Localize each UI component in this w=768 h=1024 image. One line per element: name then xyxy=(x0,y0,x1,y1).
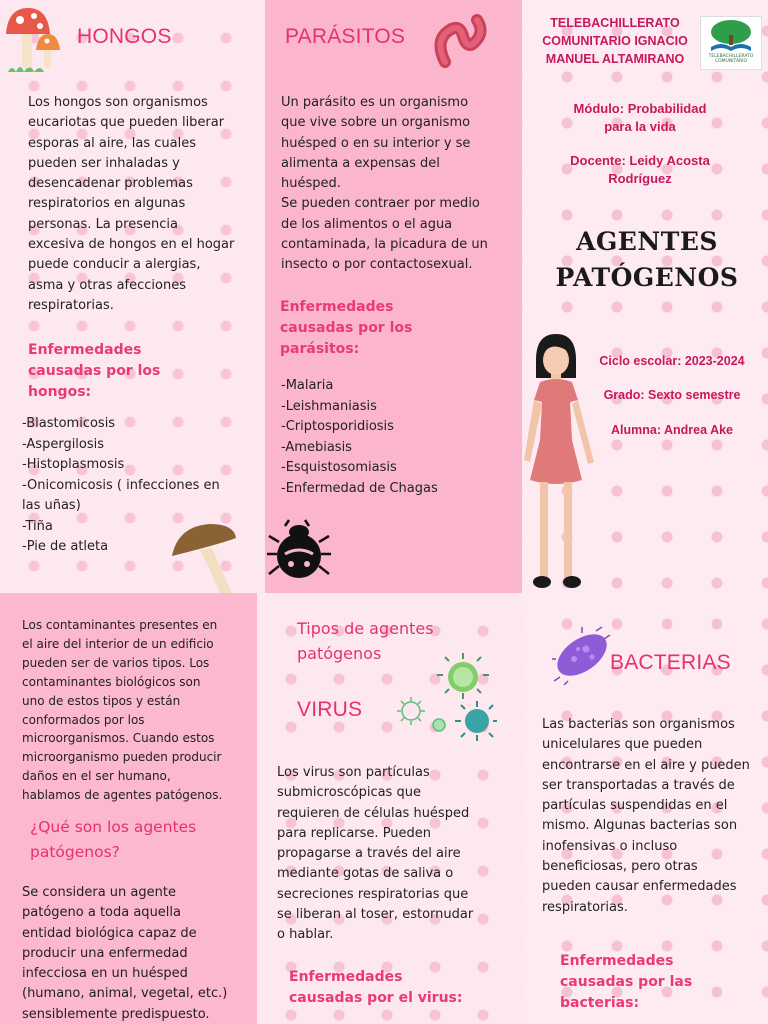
teacher-label: Docente: Leidy Acosta Rodríguez xyxy=(570,153,710,186)
types-heading: Tipos de agentes patógenos xyxy=(297,619,434,663)
parasitos-diseases-heading: Enfermedades causadas por los parásitos: xyxy=(280,299,413,357)
parasitos-description: Un parásito es un organismo que vive sobre un organismo huésped o en su interior y se alimenta a expensas del huésped. Se pueden contraer por medio de los alimentos o el agua contaminada, la picadura de un insecto o por contactosexual. xyxy=(281,95,488,273)
hongos-diseases-heading: Enfermedades causadas por los hongos: xyxy=(28,342,161,400)
mushrooms-icon xyxy=(2,2,62,74)
logo-text: TELEBACHILLERATO COMUNITARIO xyxy=(708,54,754,64)
definition-text: Se considera un agente patógeno a toda aquella entidad biológica capaz de producir una enfermedad infecciosa en un huésped (humano, animal, vegetal, etc.) sensiblemente predispuesto. xyxy=(22,885,228,1022)
list-item: las uñas) xyxy=(22,498,81,513)
list-item: -Pie de atleta xyxy=(22,539,109,554)
list-item: -Criptosporidiosis xyxy=(281,419,394,434)
student-label: Alumna: Andrea Ake xyxy=(610,423,733,437)
list-item: -Aspergilosis xyxy=(22,436,105,452)
mushroom-brown-icon xyxy=(170,520,242,593)
cover-title: AGENTES PATÓGENOS xyxy=(555,227,739,292)
bug-icon xyxy=(265,516,333,584)
school-name: TELEBACHILLERATO COMUNITARIO IGNACIO MANUEL ALTAMIRANO xyxy=(542,16,688,66)
hongos-panel xyxy=(0,0,265,593)
question-heading: ¿Qué son los agentes patógenos? xyxy=(30,818,197,861)
list-item: -Malaria xyxy=(281,378,334,393)
virus-description: Los virus son partículas submicroscópicas que requieren de células huésped para replicarse. Pueden propagarse a través del aire mediante gotas de saliva o secreciones respiratorias que se liberan al toser, estornudar o hablar. xyxy=(277,765,474,943)
list-item: -Enfermedad de Chagas xyxy=(281,480,438,496)
cover-panel xyxy=(522,0,768,593)
list-item: -Tiña xyxy=(22,518,53,534)
list-item: -Amebiasis xyxy=(281,439,352,455)
bacterias-diseases-heading: Enfermedades causadas por las bacterias: xyxy=(560,953,693,1011)
grade-label: Grado: Sexto semestre xyxy=(603,388,741,402)
list-item: -Histoplasmosis xyxy=(22,457,125,472)
bacterias-description: Las bacterias son organismos unicelulares que pueden encontrarse en el aire y pueden ser transportadas a través de partículas suspendidas en el mismo. Algunas bacterias son inofensivas o incluso beneficiosas, pero otras pueden causar enfermedades respiratorias. xyxy=(542,717,750,915)
contaminants-text: Los contaminantes presentes en el aire del interior de un edificio pueden ser de varios tipos. Los contaminantes biológicos son uno de estos tipos y están conformados por los microorganismos. Cuando estos microorganismo pueden producir daños en el ser humano, hablamos de agentes patógenos. xyxy=(22,618,223,803)
bacterias-title: BACTERIAS xyxy=(610,651,731,674)
school-logo xyxy=(700,16,762,70)
list-item: -Esquistosomiasis xyxy=(281,460,397,475)
worm-icon xyxy=(433,12,489,74)
school-cycle: Ciclo escolar: 2023-2024 xyxy=(599,354,745,368)
parasitos-title: PARÁSITOS xyxy=(285,25,406,48)
intro-panel xyxy=(0,593,257,1024)
parasitos-panel xyxy=(265,0,522,593)
virus-diseases-heading: Enfermedades causadas por el virus: xyxy=(289,969,463,1006)
bacterias-panel xyxy=(522,593,768,1024)
list-item: -Leishmaniasis xyxy=(281,398,377,414)
list-item: -Onicomicosis ( infecciones en xyxy=(22,477,220,493)
hongos-description: Los hongos son organismos eucariotas que pueden liberar esporas al aire, las cuales pueden ser inhaladas y desencadenar problemas respiratorios en algunas personas. La presencia excesiva de hongos en el hogar puede conducir a alergias, asma y otras afecciones respiratorias. xyxy=(28,95,235,313)
virus-icon xyxy=(393,653,497,745)
virus-panel xyxy=(257,593,522,1024)
hongos-title: HONGOS xyxy=(77,25,172,48)
module-label: Módulo: Probabilidad para la vida xyxy=(573,101,707,134)
tree-book-icon xyxy=(701,17,761,53)
virus-title: VIRUS xyxy=(297,698,363,721)
parasitos-diseases-list xyxy=(281,376,511,499)
list-item: -Blastomicosis xyxy=(22,416,116,431)
bacteria-icon xyxy=(552,623,612,685)
